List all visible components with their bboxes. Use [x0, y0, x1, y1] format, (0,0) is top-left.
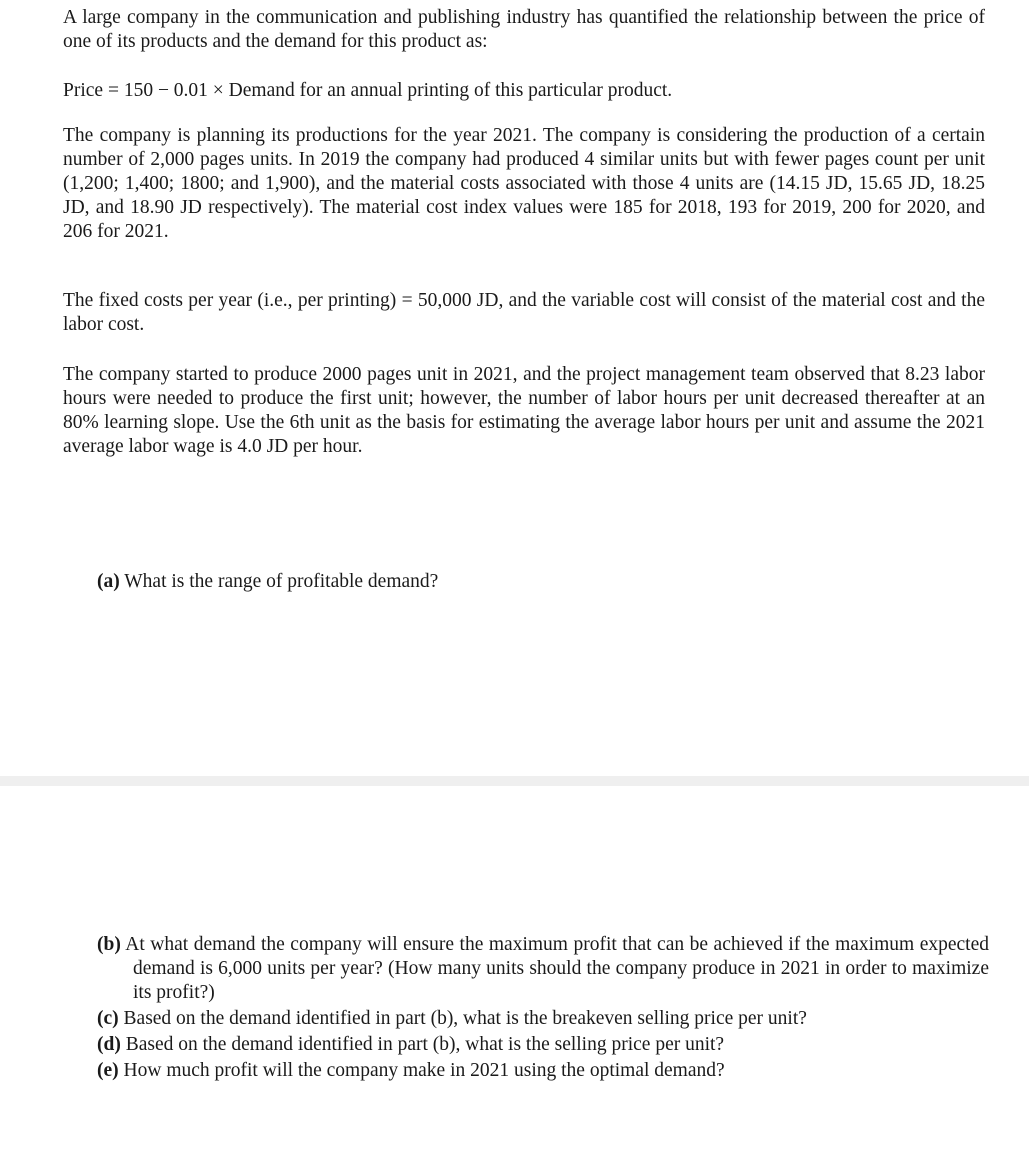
fixed-costs-paragraph: The fixed costs per year (i.e., per printing) = 50,000 JD, and the variable cost will consist of the material cost and the labor cost.: [63, 290, 985, 335]
question-c-label: (c): [97, 1008, 119, 1029]
question-b-label: (b): [97, 934, 121, 955]
intro-paragraph: A large company in the communication and publishing industry has quantified the relationship between the price of one of its products and the demand for this product as:: [63, 7, 985, 52]
question-d-text: Based on the demand identified in part (b), what is the selling price per unit?: [125, 1034, 725, 1055]
price-demand-equation: Price = 150 − 0.01 × Demand for an annual printing of this particular product.: [63, 80, 673, 101]
question-c-text: Based on the demand identified in part (b), what is the breakeven selling price per unit?: [123, 1008, 807, 1029]
question-list: [97, 933, 989, 1083]
labor-paragraph: The company started to produce 2000 pages unit in 2021, and the project management team observed that 8.23 labor hours were needed to produce the first unit; however, the number of labor hours per unit decreased thereafter at an 80% learning slope. Use the 6th unit as the basis for estimating the average labor hours per unit and assume the 2021 average labor wage is 4.0 JD per hour.: [63, 364, 985, 457]
question-a: [97, 570, 438, 594]
question-c: [97, 1007, 989, 1031]
question-d: [97, 1033, 989, 1057]
question-a-text: What is the range of profitable demand?: [124, 571, 439, 592]
question-e-text: How much profit will the company make in 2021 using the optimal demand?: [123, 1060, 725, 1081]
question-e-label: (e): [97, 1060, 119, 1081]
page-separator: [0, 776, 1029, 786]
question-a-label: (a): [97, 571, 120, 592]
question-e: [97, 1059, 989, 1083]
planning-paragraph: The company is planning its productions for the year 2021. The company is considering the production of a certain number of 2,000 pages units. In 2019 the company had produced 4 similar units but with fewer pages count per unit (1,200; 1,400; 1800; and 1,900), and the material costs associated with those 4 units are (14.15 JD, 15.65 JD, 18.25 JD, and 18.90 JD respectively). The material cost index values were 185 for 2018, 193 for 2019, 200 for 2020, and 206 for 2021.: [63, 125, 985, 242]
question-b-text: At what demand the company will ensure the maximum profit that can be achieved if the maximum expected demand is 6,000 units per year? (How many units should the company produce in 2021 in order to maximize its profit?): [125, 934, 989, 1003]
question-b: [97, 933, 989, 1005]
question-d-label: (d): [97, 1034, 121, 1055]
questions-page: [0, 786, 1029, 1153]
